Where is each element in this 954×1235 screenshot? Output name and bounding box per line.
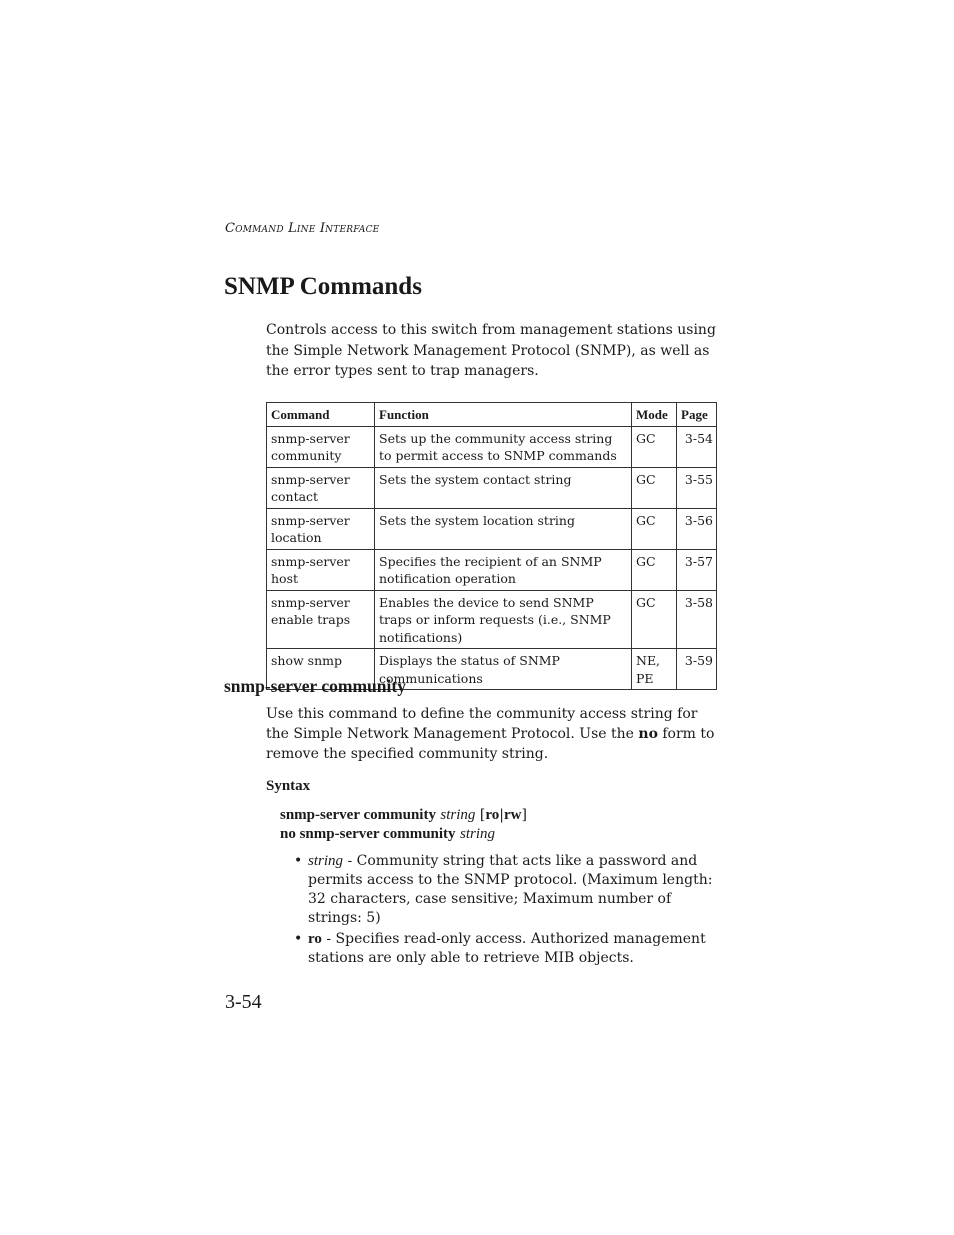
desc-text: form to remove the specified community string. bbox=[266, 726, 715, 762]
column-header-page: Page bbox=[677, 403, 717, 427]
section-intro: Controls access to this switch from management stations using the Simple Network Management Protocol (SNMP), as well as the error types sent to trap managers. bbox=[266, 322, 716, 379]
table-row bbox=[267, 426, 717, 467]
cell-mode: GC bbox=[632, 426, 677, 467]
bullet-icon: • bbox=[294, 853, 303, 869]
param-desc: - Specifies read-only access. Authorized management stations are only able to retrieve MIB objects. bbox=[308, 931, 706, 966]
syntax-option-ro: ro bbox=[485, 807, 500, 823]
table-header-row bbox=[267, 403, 717, 427]
column-header-mode: Mode bbox=[632, 403, 677, 427]
syntax-command: no snmp-server community bbox=[280, 826, 456, 842]
cell-function: Specifies the recipient of an SNMP notification operation bbox=[375, 549, 632, 590]
syntax-line bbox=[280, 806, 527, 825]
cell-mode: GC bbox=[632, 590, 677, 649]
cell-command: snmp-server contact bbox=[267, 467, 375, 508]
list-item bbox=[294, 852, 714, 928]
syntax-bracket-open: [ bbox=[475, 807, 486, 823]
cell-page: 3-58 bbox=[677, 590, 717, 649]
cell-command: snmp-server enable traps bbox=[267, 590, 375, 649]
cell-command: show snmp bbox=[267, 649, 375, 690]
syntax-label: Syntax bbox=[266, 778, 311, 794]
command-table bbox=[266, 402, 717, 690]
cell-function: Enables the device to send SNMP traps or inform requests (i.e., SNMP notifications) bbox=[375, 590, 632, 649]
table-row bbox=[267, 590, 717, 649]
syntax-argument: string bbox=[440, 807, 476, 823]
desc-text: Use this command to define the community access string for the Simple Network Management Protocol. Use the bbox=[266, 706, 698, 742]
column-header-command: Command bbox=[267, 403, 375, 427]
parameter-list bbox=[294, 852, 714, 970]
param-desc: - Community string that acts like a password and permits access to the SNMP protocol. (Maximum length: 32 characters, case sensitive; Maximum number of strings: 5) bbox=[308, 853, 713, 926]
cell-function: Displays the status of SNMP communications bbox=[375, 649, 632, 690]
syntax-argument: string bbox=[460, 826, 496, 842]
param-name: ro bbox=[308, 931, 322, 947]
syntax-command: snmp-server community bbox=[280, 807, 436, 823]
cell-command: snmp-server location bbox=[267, 508, 375, 549]
cell-mode: NE, PE bbox=[632, 649, 677, 690]
subsection-description bbox=[266, 704, 716, 764]
syntax-option-rw: rw bbox=[503, 807, 522, 823]
cell-page: 3-57 bbox=[677, 549, 717, 590]
column-header-function: Function bbox=[375, 403, 632, 427]
cell-command: snmp-server host bbox=[267, 549, 375, 590]
running-header: Command Line Interface bbox=[225, 221, 380, 236]
syntax-block bbox=[280, 806, 527, 844]
cell-function: Sets up the community access string to permit access to SNMP commands bbox=[375, 426, 632, 467]
cell-mode: GC bbox=[632, 508, 677, 549]
table-row bbox=[267, 549, 717, 590]
subsection-heading: snmp-server community bbox=[224, 676, 406, 696]
cell-page: 3-56 bbox=[677, 508, 717, 549]
list-item bbox=[294, 930, 714, 968]
syntax-line bbox=[280, 825, 527, 844]
cell-page: 3-59 bbox=[677, 649, 717, 690]
bullet-icon: • bbox=[294, 931, 303, 947]
desc-keyword-no: no bbox=[638, 726, 658, 742]
cell-mode: GC bbox=[632, 467, 677, 508]
syntax-bracket-close: ] bbox=[521, 807, 527, 823]
syntax-separator: | bbox=[499, 807, 504, 823]
page-title: SNMP Commands bbox=[224, 273, 422, 300]
cell-command: snmp-server community bbox=[267, 426, 375, 467]
param-name: string bbox=[308, 853, 344, 869]
page-number: 3-54 bbox=[225, 991, 262, 1013]
cell-mode: GC bbox=[632, 549, 677, 590]
cell-page: 3-55 bbox=[677, 467, 717, 508]
table-row bbox=[267, 508, 717, 549]
cell-function: Sets the system location string bbox=[375, 508, 632, 549]
table-row bbox=[267, 467, 717, 508]
cell-function: Sets the system contact string bbox=[375, 467, 632, 508]
cell-page: 3-54 bbox=[677, 426, 717, 467]
